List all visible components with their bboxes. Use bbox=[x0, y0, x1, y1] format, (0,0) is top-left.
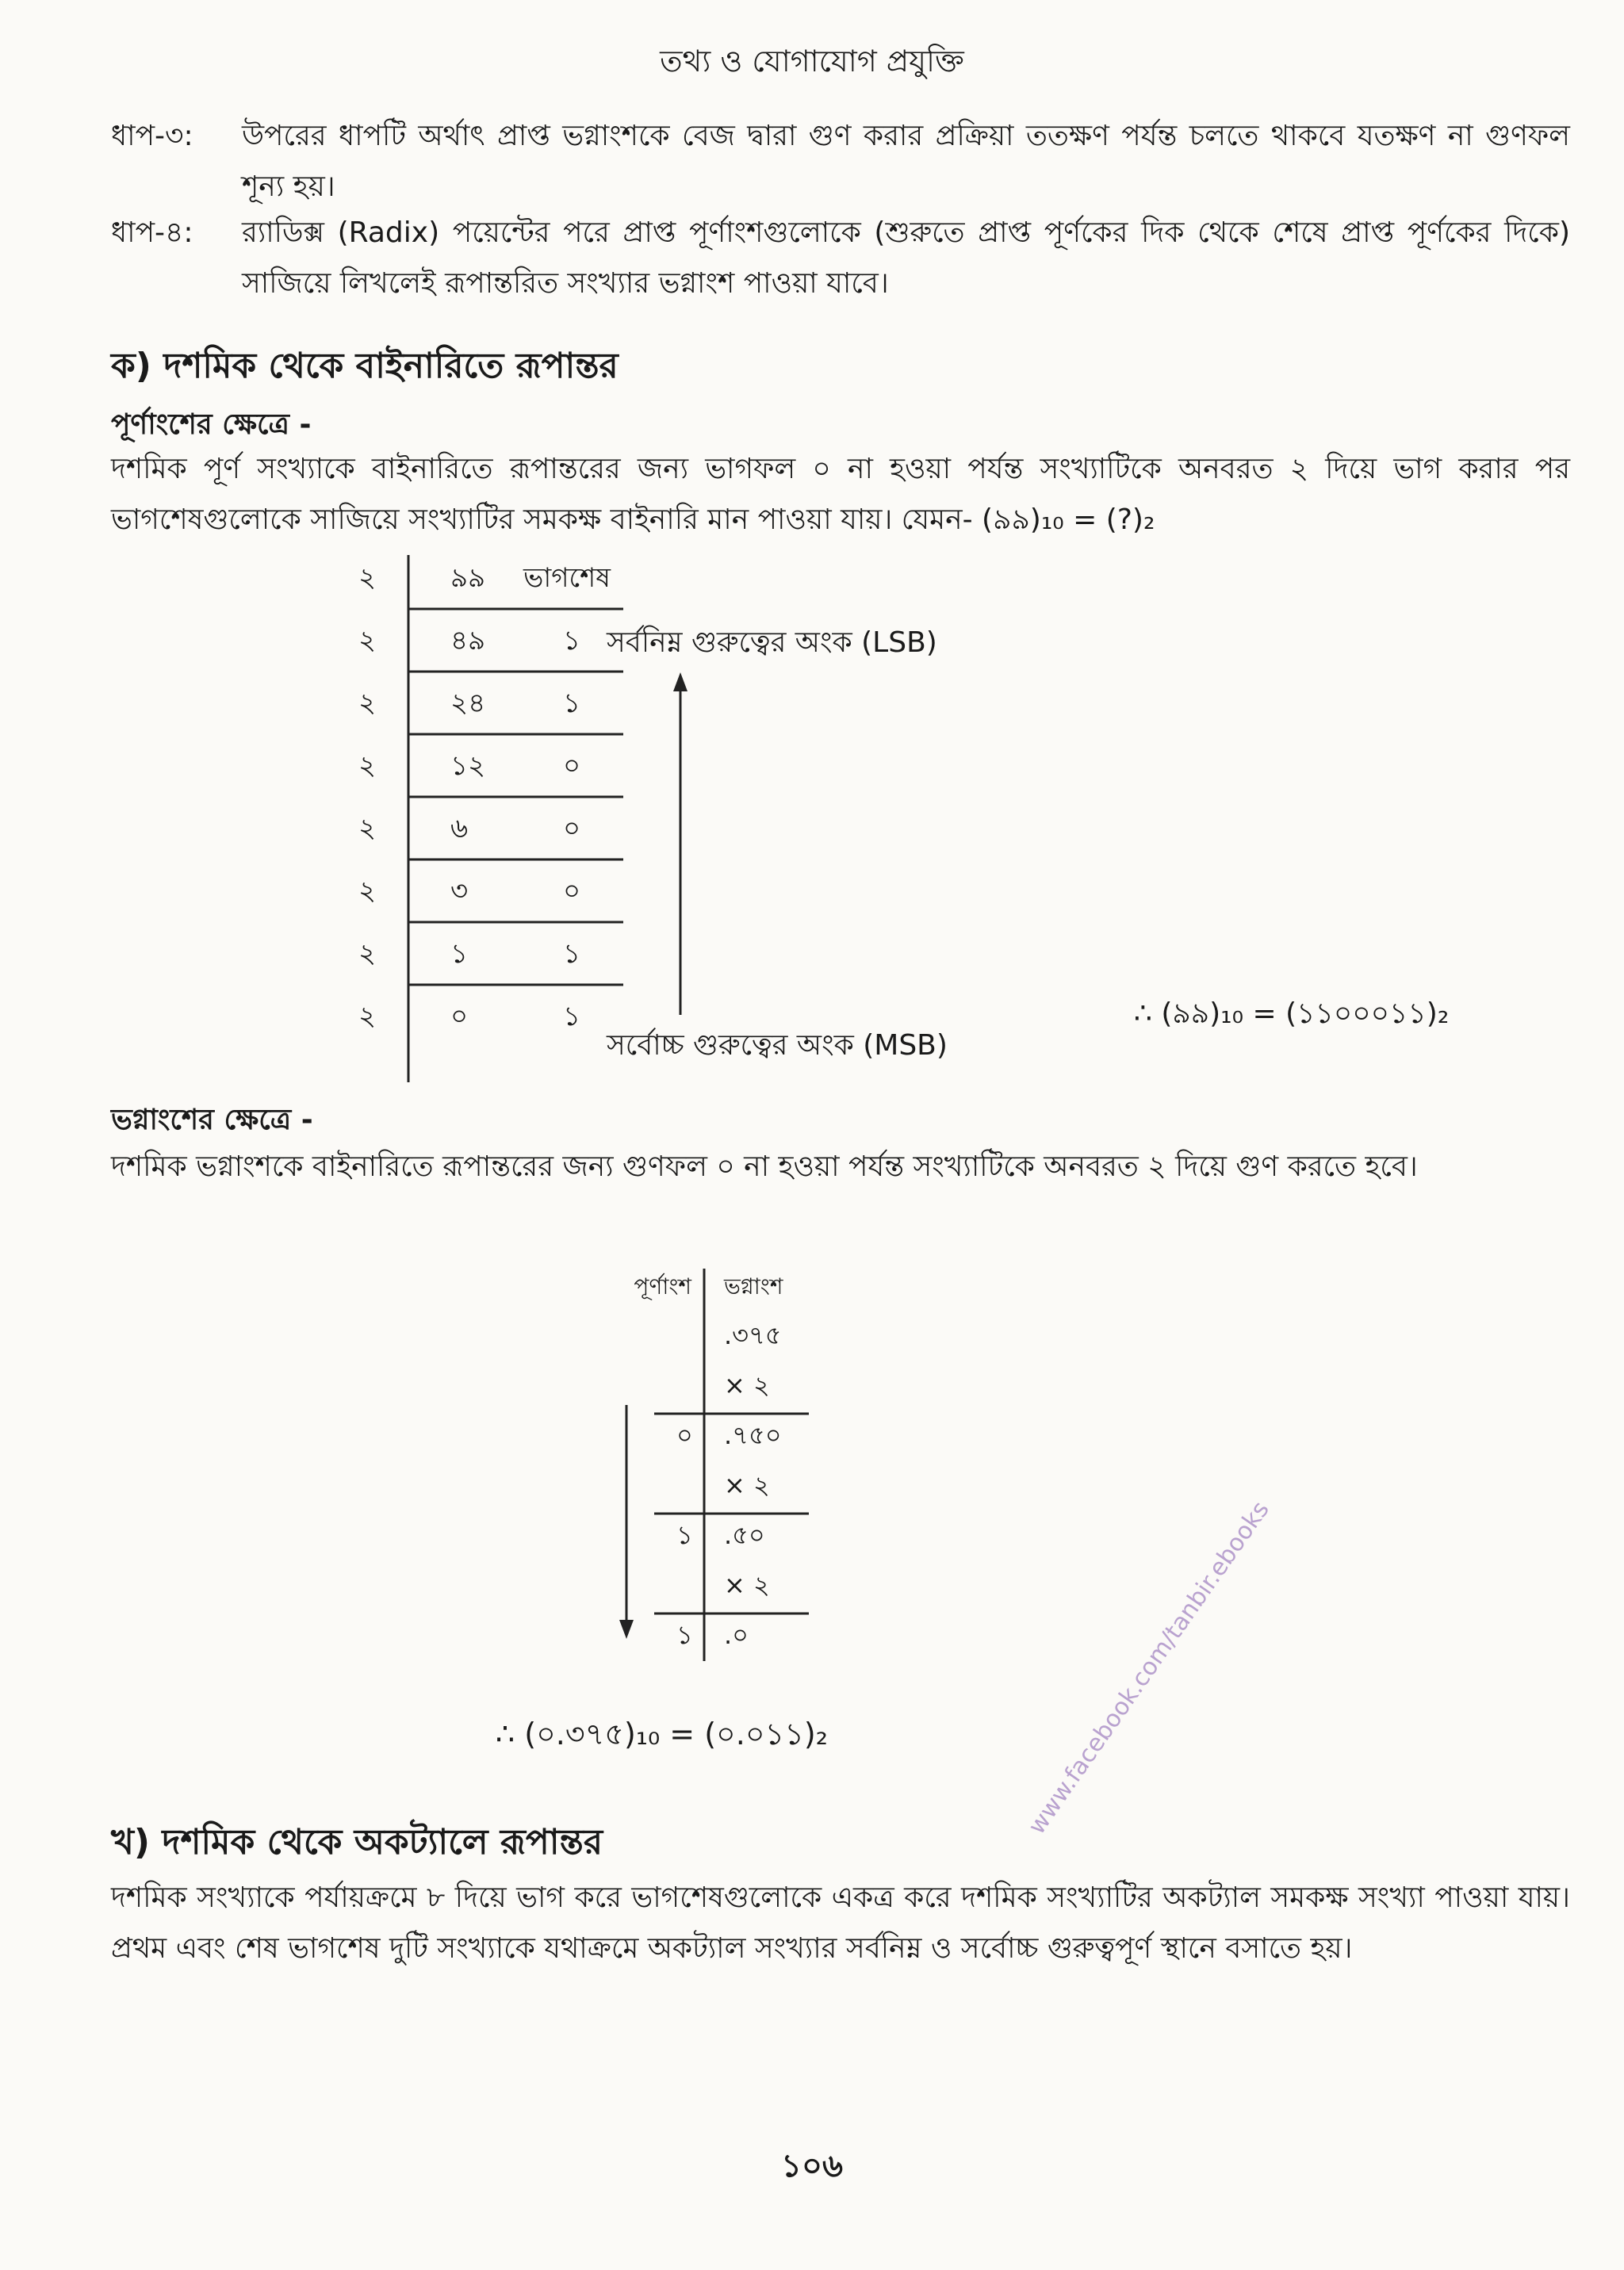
watermark: www.facebook.com/tanbir.ebooks bbox=[1023, 1496, 1275, 1840]
step-3-text: উপরের ধাপটি অর্থাৎ প্রাপ্ত ভগ্নাংশকে বেজ দ্বারা গুণ করার প্রক্রিয়া ততক্ষণ পর্যন্ত চলতে থাকবে যতক্ষণ না গুণফল শূন্য হয়। bbox=[242, 120, 1570, 203]
page-number: ১০৬ bbox=[781, 2148, 843, 2184]
division-remainder: ০ bbox=[563, 813, 581, 844]
division-quotient: ৯৯ bbox=[450, 562, 486, 594]
fraction-result: ∴ (০.৩৭৫)₁₀ = (০.০১১)₂ bbox=[496, 1717, 828, 1751]
division-divisor: ২ bbox=[358, 687, 377, 719]
division-remainder: ০ bbox=[563, 875, 581, 907]
mult-fraction-value: .০ bbox=[724, 1620, 749, 1650]
col-fraction-header: ভগ্নাংশ bbox=[724, 1273, 783, 1300]
division-divisor: ২ bbox=[358, 875, 377, 907]
division-remainder: ১ bbox=[563, 938, 581, 970]
mult-fraction-value: .৩৭৫ bbox=[724, 1320, 782, 1350]
step-4-text: র‍্যাডিক্স (Radix) পয়েন্টের পরে প্রাপ্ত পূর্ণাংশগুলোকে (শুরুতে প্রাপ্ত পূর্ণকের দিক থেকে শেষে প্রাপ্ত পূর্ণকের দিকে) সাজিয়ে লিখলেই রূপান্তরিত সংখ্যার ভগ্নাংশ পাওয়া যাবে। bbox=[242, 216, 1570, 300]
step-4 bbox=[111, 208, 1570, 309]
integer-paragraph: দশমিক পূর্ণ সংখ্যাকে বাইনারিতে রূপান্তরের জন্য ভাগফল ০ না হওয়া পর্যন্ত সংখ্যাটিকে অনবরত ২ দিয়ে ভাগ করার পর ভাগশেষগুলোকে সাজিয়ে সংখ্যাটির সমকক্ষ বাইনারি মান পাওয়া যায়। যেমন- (৯৯)₁₀ = (?)₂ bbox=[111, 453, 1570, 536]
division-remainder: ১ bbox=[563, 1001, 581, 1032]
division-divisor: ২ bbox=[358, 938, 377, 970]
division-diagram bbox=[0, 547, 1624, 1086]
division-quotient: ৪৯ bbox=[450, 625, 486, 657]
integer-subheading: পূর্ণাংশের ক্ষেত্রে - bbox=[111, 408, 312, 441]
step-3-label: ধাপ-৩: bbox=[111, 120, 193, 152]
division-remainder: ১ bbox=[563, 625, 581, 657]
mult-fraction-value: .৫০ bbox=[724, 1520, 765, 1550]
division-quotient: ৬ bbox=[450, 813, 469, 844]
division-divisor: ২ bbox=[358, 625, 377, 657]
mult-fraction-value: × ২ bbox=[724, 1370, 770, 1400]
division-remainder: ০ bbox=[563, 750, 581, 782]
down-arrow-icon bbox=[619, 1620, 634, 1639]
mult-fraction-value: × ২ bbox=[724, 1570, 770, 1600]
section-ka-heading: ক) দশমিক থেকে বাইনারিতে রূপান্তর bbox=[111, 346, 619, 386]
remainder-header: ভাগশেষ bbox=[523, 562, 611, 594]
mult-integer-digit: ১ bbox=[676, 1620, 693, 1650]
division-divisor: ২ bbox=[358, 813, 377, 844]
division-divisor: ২ bbox=[358, 562, 377, 594]
mult-integer-digit: ০ bbox=[676, 1420, 693, 1450]
mult-fraction-value: .৭৫০ bbox=[724, 1420, 782, 1450]
lsb-label: সর্বনিম্ন গুরুত্বের অংক (LSB) bbox=[607, 626, 937, 659]
msb-label: সর্বোচ্চ গুরুত্বের অংক (MSB) bbox=[607, 1029, 948, 1062]
division-quotient: ০ bbox=[450, 1001, 469, 1032]
division-divisor: ২ bbox=[358, 1001, 377, 1032]
integer-result: ∴ (৯৯)₁₀ = (১১০০০১১)₂ bbox=[1134, 997, 1450, 1030]
up-arrow-icon bbox=[673, 672, 688, 691]
running-header: তথ্য ও যোগাযোগ প্রযুক্তি bbox=[660, 44, 964, 78]
step-3 bbox=[111, 111, 1570, 212]
division-quotient: ১২ bbox=[450, 750, 486, 782]
division-rows bbox=[358, 562, 623, 1032]
division-quotient: ১ bbox=[450, 938, 469, 970]
multiplication-rows bbox=[654, 1320, 809, 1650]
division-divisor: ২ bbox=[358, 750, 377, 782]
fraction-paragraph: দশমিক ভগ্নাংশকে বাইনারিতে রূপান্তরের জন্য গুণফল ০ না হওয়া পর্যন্ত সংখ্যাটিকে অনবরত ২ দিয়ে গুণ করতে হবে। bbox=[111, 1150, 1418, 1183]
section-kha-heading: খ) দশমিক থেকে অকট্যালে রূপান্তর bbox=[111, 1822, 603, 1862]
division-quotient: ২৪ bbox=[450, 687, 486, 719]
mult-fraction-value: × ২ bbox=[724, 1470, 770, 1500]
octal-paragraph: দশমিক সংখ্যাকে পর্যায়ক্রমে ৮ দিয়ে ভাগ করে ভাগশেষগুলোকে একত্র করে দশমিক সংখ্যাটির অকট্যাল সমকক্ষ সংখ্যা পাওয়া যায়। প্রথম এবং শেষ ভাগশেষ দুটি সংখ্যাকে যথাক্রমে অকট্যাল সংখ্যার সর্বনিম্ন ও সর্বোচ্চ গুরুত্বপূর্ণ স্থানে বসাতে হয়। bbox=[111, 1881, 1570, 1965]
mult-integer-digit: ১ bbox=[676, 1520, 693, 1550]
step-4-label: ধাপ-৪: bbox=[111, 216, 193, 249]
col-integer-header: পূর্ণাংশ bbox=[634, 1273, 691, 1300]
multiplication-diagram bbox=[0, 1257, 1624, 1772]
fraction-subheading: ভগ্নাংশের ক্ষেত্রে - bbox=[111, 1104, 313, 1136]
division-remainder: ১ bbox=[563, 687, 581, 719]
division-quotient: ৩ bbox=[450, 875, 469, 907]
